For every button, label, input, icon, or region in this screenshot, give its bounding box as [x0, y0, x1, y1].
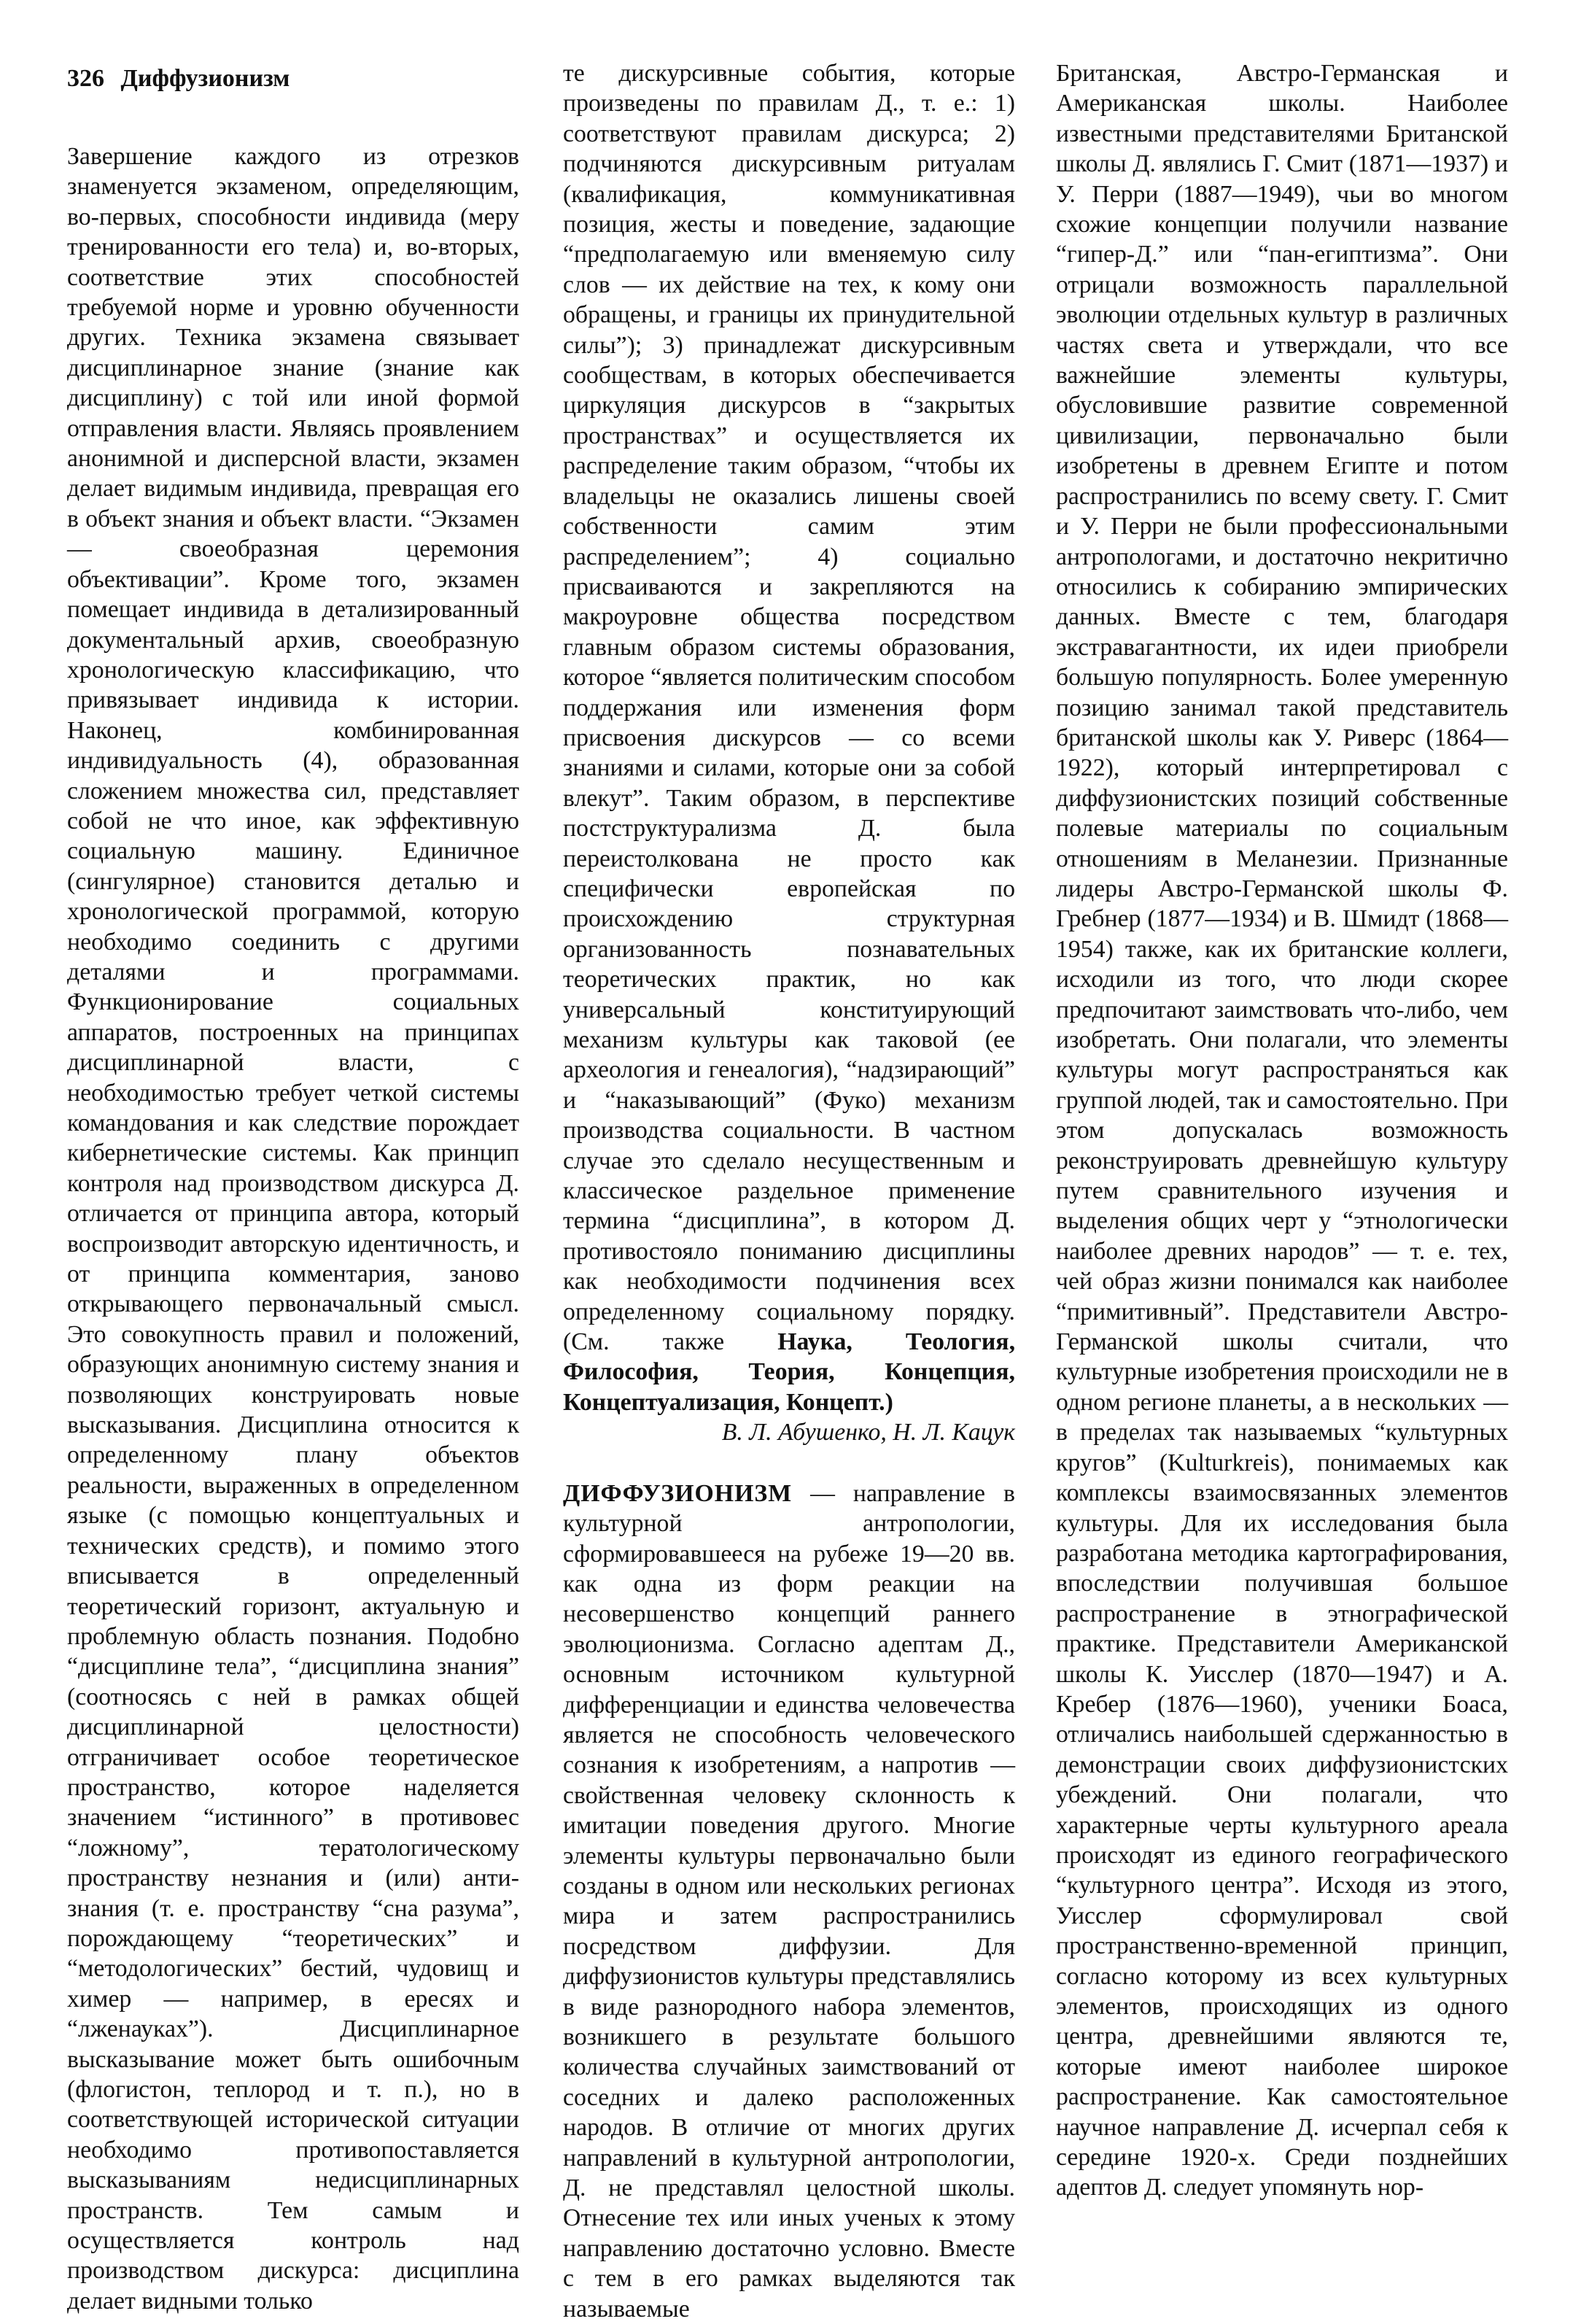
body-paragraph: [563, 58, 1015, 1417]
entry-text: — направление в культурной антропологии, сформировавшееся на рубеже 19—20 вв. как одна из форм реакции на несовершенство концепций раннего эволюционизма. Согласно адептам Д., основным источником культурной дифференциации и единства человечества является не способность человеческого сознания к изобретениям, а напротив — свойственная человеку склонность к имитации поведения другого. Многие элементы культуры первоначально были созданы в одном или нескольких регионах мира и затем распространились посредством диффузии. Для диффузионистов культуры представлялись в виде разнородного набора элементов, возникшего в результате большого количества случайных заимствований от соседних и далеко расположенных народов. В отличие от многих других направлений в культурной антропологии, Д. не представлял целостной школы. Отнесение тех или иных ученых к этому направлению достаточно условно. Вместе с тем в его рамках выделяются так называемые: [563, 1479, 1015, 2323]
running-title: Диффузионизм: [120, 65, 290, 92]
column-left: [67, 142, 519, 2316]
paragraph-text: те дискурсивные события, которые произведены по правилам Д., т. е.: 1) соответствуют правилам дискурса; 2) подчиняются дискурсивным ритуалам (квалификация, коммуникативная позиция, жесты и поведение, задающие “предполагаемую или вменяемую силу слов — их действие на тех, к кому они обращены, и границы их принудительной силы”); 3) принадлежат дискурсивным сообществам, в которых обеспечивается циркуляция дискурсов в “закрытых пространствах” и осуществляется их распределение таким образом, “чтобы их владельцы не оказались лишены своей собственности самим этим распределением”; 4) социально присваиваются и закрепляются на макроуровне общества посредством главным образом системы образования, которое “является политическим способом поддержания или изменения форм присвоения дискурсов — со всеми знаниями и силами, которые они за собой влекут”. Таким образом, в перспективе постструктурализма Д. была переистолкована не просто как специфически европейская по происхождению структурная организованность познавательных теоретических практик, но как универсальный конституирующий механизм культуры как таковой (ее археология и генеалогия), “надзирающий” и “наказывающий” (Фуко) механизм производства социальности. В частном случае это сделало несущественным и классическое раздельное применение термина “дисциплина”, в котором Д. противостояло пониманию дисциплины как необходимости подчинения всех определенному социальному порядку.: [563, 60, 1015, 1325]
see-also-prefix: (См. также: [563, 1328, 725, 1356]
entry-headword: ДИФФУЗИОНИЗМ: [563, 1479, 793, 1507]
entry-paragraph: [563, 1479, 1015, 2324]
entry-separator: [563, 1448, 1015, 1479]
body-paragraph: Британская, Австро-Германская и Американская школы. Наиболее известными представителями Британской школы Д. являлись Г. Смит (1871—1937) и У. Перри (1887—1949), чьи во многом схожие концепции получили название “гипер-Д.” или “пан-египтизма”. Они отрицали возможность параллельной эволюции отдельных культур в различных частях света и утверждали, что все важнейшие элементы культуры, обусловившие развитие современной цивилизации, первоначально были изобретены в древнем Египте и потом распространились по всему свету. Г. Смит и У. Перри не были профессиональными антропологами, и достаточно некритично относились к собиранию эмпирических данных. Вместе с тем, благодаря экстравагантности, их идеи приобрели большую популярность. Более умеренную позицию занимал такой представитель британской школы как У. Риверс (1864—1922), который интерпретировал с диффузионистских позиций собственные полевые материалы по социальным отношениям в Меланезии. Признанные лидеры Австро-Германской школы Ф. Гребнер (1877—1934) и В. Шмидт (1868—1954) также, как их британские коллеги, исходили из того, что люди скорее предпочитают заимствовать что-либо, чем изобретать. Они полагали, что элементы культуры могут распространяться как группой людей, так и самостоятельно. При этом допускалась возможность реконструировать древнейшую культуру путем сравнительного изучения и выделения общих черт у “этнологически наиболее древних народов” — т. е. тех, чей образ жизни понимался как наиболее “примитивный”. Представители Австро-Германской школы считали, что культурные изобретения происходили не в одном регионе планеты, а в нескольких — в пределах так называемых “культурных кругов” (Kulturkreis), понимаемых как комплексы взаимосвязанных элементов культуры. Для их исследования была разработана методика картографирования, впоследствии получившая большое распространение в этнографической практике. Представители Американской школы К. Уисслер (1870—1947) и А. Кребер (1876—1960), ученики Боаса, отличались наибольшей сдержанностью в демонстрации своих диффузионистских убеждений. Они полагали, что характерные черты культурного ареала происходят из единого географического “культурного центра”. Исходя из этого, Уисслер сформулировал свой пространственно-временной принцип, согласно которому из всех культурных элементов, происходящих из одного центра, древнейшими являются те, которые имеют наиболее широкое распространение. Как самостоятельное научное направление Д. исчерпал себя к середине 1920-х. Среди позднейших адептов Д. следует упомянуть нор-: [1056, 60, 1508, 2201]
see-also-terms: Наука, Теология, Философия, Теория, Концепция, Концептуализация, Концепт.): [563, 1328, 1016, 1416]
column-right: [1056, 58, 1508, 2203]
page-number: 326: [67, 65, 104, 92]
body-paragraph: Завершение каждого из отрезков знаменуется экзаменом, определяющим, во-первых, способности индивида (меру тренированности его тела) и, во-вторых, соответствие этих способностей требуемой норме и уровню обученности других. Техника экзамена связывает дисциплинарное знание (знание как дисциплину) с той или иной формой отправления власти. Являясь проявлением анонимной и дисперсной власти, экзамен делает видимым индивида, превращая его в объект знания и объект власти. “Экзамен — своеобразная церемония объективации”. Кроме того, экзамен помещает индивида в детализированный документальный архив, своеобразную хронологическую классификацию, что привязывает индивида к истории. Наконец, комбинированная индивидуальность (4), образованная сложением множества сил, представляет собой не что иное, как эффективную социальную машину. Единичное (сингулярное) становится деталью и хронологической программой, которую необходимо соединить с другими деталями и программами. Функционирование социальных аппаратов, построенных на принципах дисциплинарной власти, с необходимостью требует четкой системы командования и как следствие порождает кибернетические системы. Как принцип контроля над производством дискурса Д. отличается от принципа автора, который воспроизводит авторскую идентичность, и от принципа комментария, заново открывающего первоначальный смысл. Это совокупность правил и положений, образующих анонимную систему знания и позволяющих конструировать новые высказывания. Дисциплина относится к определенному плану объектов реальности, выраженных в определенном языке (с помощью концептуальных и технических средств), и помимо этого вписывается в определенный теоретический горизонт, актуальную и проблемную область познания. Подобно “дисциплине тела”, “дисциплина знания” (соотносясь с ней в рамках общей дисциплинарной целостности) отграничивает особое теоретическое пространство, которое наделяется значением “истинного” в противовес “ложному”, тератологическому пространству незнания и (или) анти-знания (т. е. пространству “сна разума”, порождающему “теоретических” и “методологических” бестий, чудовищ и химер — например, в ересях и “лженауках”). Дисциплинарное высказывание может быть ошибочным (флогистон, теплород и т. п.), но в соответствующей исторической ситуации необходимо противопоставляется высказываниям недисциплинарных пространств. Тем самым и осуществляется контроль над производством дискурса: дисциплина делает видными только: [67, 143, 519, 2315]
author-signature: В. Л. Абушенко, Н. Л. Кацук: [721, 1419, 1015, 1446]
page-header: [67, 64, 290, 93]
column-middle: [563, 58, 1015, 2324]
